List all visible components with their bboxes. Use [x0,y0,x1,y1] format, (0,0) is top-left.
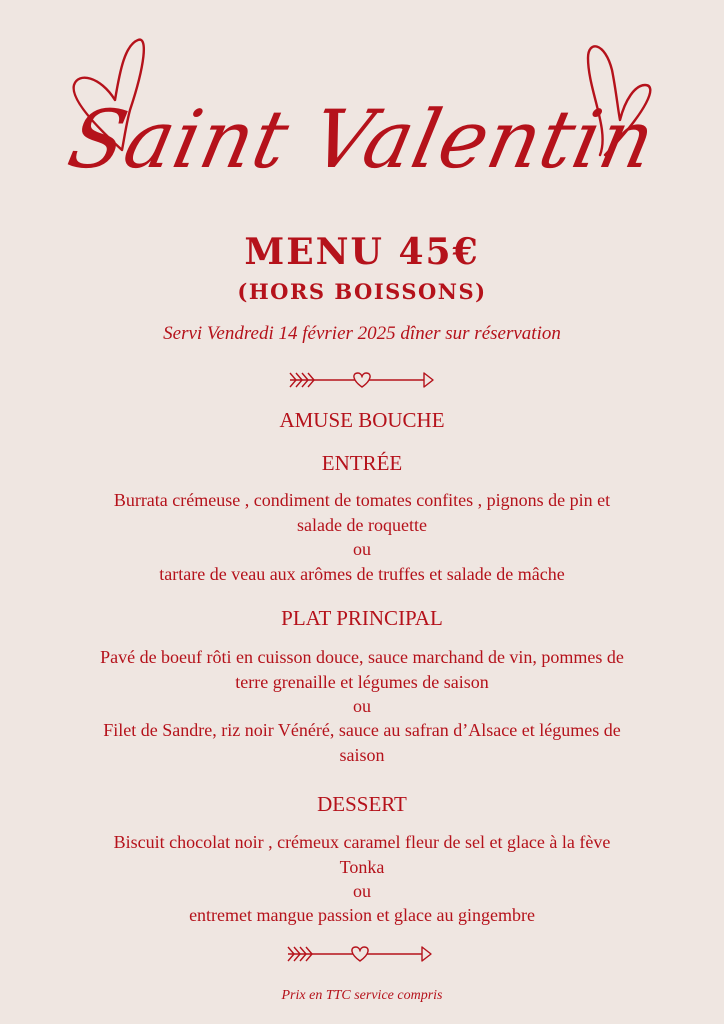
dessert-dish-1: Biscuit chocolat noir , crémeux caramel fleur de sel et glace à la fève Tonka [113,832,611,877]
served-note: Servi Vendredi 14 février 2025 dîner sur réservation [163,323,561,344]
plat-dish-2: Filet de Sandre, riz noir Vénéré, sauce au safran d’Alsace et légumes de saison [103,720,621,765]
section-title-plat-principal: PLAT PRINCIPAL [281,606,443,630]
plat-dish-1: Pavé de boeuf rôti en cuisson douce, sauce marchand de vin, pommes de terre grenaille et légumes de saison [100,647,624,692]
dessert-dish-2: entremet mangue passion et glace au gingembre [189,905,535,925]
entree-separator: ou [353,539,371,559]
menu-price-title: MENU 45€ [244,231,480,273]
entree-dish-1: Burrata crémeuse , condiment de tomates confites , pignons de pin et salade de roquette [113,490,611,535]
entree-dish-2: tartare de veau aux arômes de truffes et salade de mâche [159,564,565,584]
section-title-entree: ENTRÉE [321,451,403,475]
script-title: Saint Valentin [60,93,664,186]
dessert-separator: ou [353,881,371,901]
arrow-heart-divider-bottom-icon [284,942,436,966]
section-title-amuse-bouche: AMUSE BOUCHE [279,408,445,432]
price-note: Prix en TTC service compris [281,988,443,1003]
section-title-dessert: DESSERT [317,792,407,816]
arrow-heart-divider-icon [286,368,438,392]
menu-subtitle: (HORS BOISSONS) [237,279,487,304]
plat-separator: ou [353,696,371,716]
